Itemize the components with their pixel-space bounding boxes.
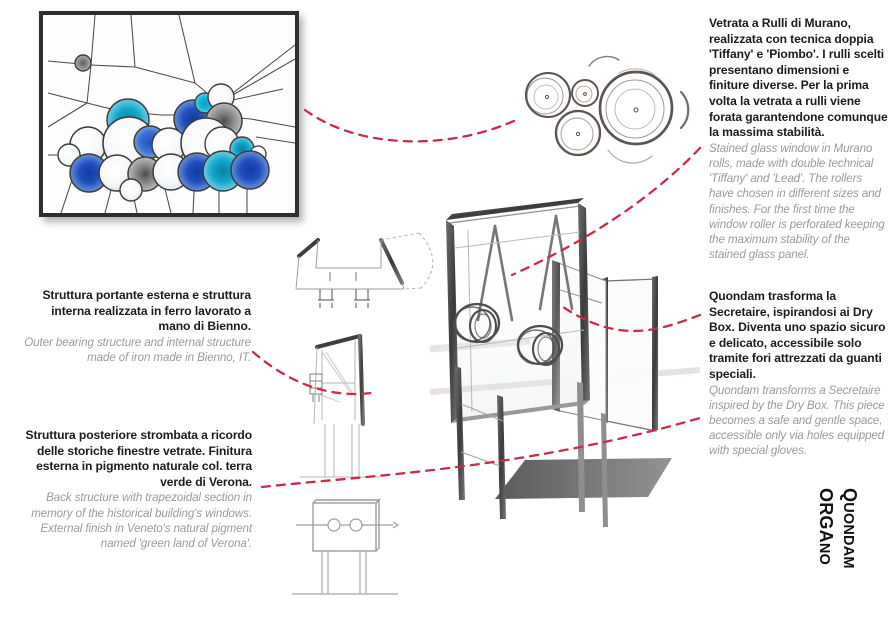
annotation-glass-note-english: Stained glass window in Murano rolls, made with double technical 'Tiffany' and 'Lead'. The rollers have chosen in different sizes and finishes. For the first time the window roller is perforated keeping the maximum stability of the stained glass panel. [709, 141, 885, 262]
brand-logo-organo-small: NO [816, 542, 832, 565]
brand-logo [816, 480, 880, 630]
brand-logo-quondam-main: Q [840, 488, 860, 503]
stained-glass-svg [43, 15, 295, 213]
annotation-back-structure-note [12, 428, 252, 551]
annotation-structure-note [22, 288, 251, 365]
side-elevation-sketch [300, 336, 380, 477]
murano-rollers-sketch [526, 57, 688, 164]
annotation-back-structure-note-italian: Struttura posteriore strombata a ricordo delle storiche finestre vetrate. Finitura esterna in pigmento naturale col. terra verde di Verona. [25, 428, 252, 489]
annotation-glass-note [709, 16, 889, 262]
connector-back-to-front [262, 418, 700, 487]
connector-lines [253, 110, 700, 487]
cabinet-legs [455, 366, 608, 527]
front-elevation-sketch [292, 500, 398, 594]
connector-structure-to-side [253, 352, 371, 394]
brand-logo-line-2 [839, 488, 860, 569]
connector-quondam-to-perspective [563, 307, 700, 331]
brand-logo-quondam-small: UONDAM [840, 502, 856, 569]
connector-glass-to-rollers [305, 110, 516, 141]
floor-shadow [495, 458, 672, 499]
annotation-glass-note-italian: Vetrata a Rulli di Murano, realizzata con tecnica doppia 'Tiffany' e 'Piombo'. I rulli scelti presentano dimensioni e finiture diverse. Per la prima volta la vetrata a rulli viene forata garantendone comunque la massima stabilità. [709, 16, 888, 140]
brand-logo-line-1 [815, 488, 836, 565]
annotation-structure-note-english: Outer bearing structure and internal structure made of iron made in Bienno, IT. [24, 335, 251, 364]
plan-sketch [296, 233, 433, 308]
annotation-quondam-note [709, 289, 891, 459]
annotation-back-structure-note-english: Back structure with trapezoidal section in memory of the historical building's windows. External finish in Veneto's natural pigment named 'green land of Verona'. [31, 491, 252, 550]
brand-logo-organo-main: ORGA [816, 488, 836, 543]
annotation-quondam-note-italian: Quondam trasforma la Secretaire, ispirandosi ai Dry Box. Diventa uno spazio sicuro e delicato, accessibile solo tramite fori attrezzati da guanti speciali. [709, 289, 886, 381]
glove-port-rings [454, 304, 562, 365]
connector-rollers-to-perspective [512, 148, 700, 275]
stained-glass-panel [39, 11, 299, 217]
annotation-structure-note-italian: Struttura portante esterna e struttura interna realizzata in ferro lavorato a mano di Bienno. [42, 288, 251, 334]
annotation-quondam-note-english: Quondam transforms a Secretaire inspired by the Dry Box. This piece becomes a safe and gentle space, accessible only via holes equipped with special gloves. [709, 383, 885, 458]
